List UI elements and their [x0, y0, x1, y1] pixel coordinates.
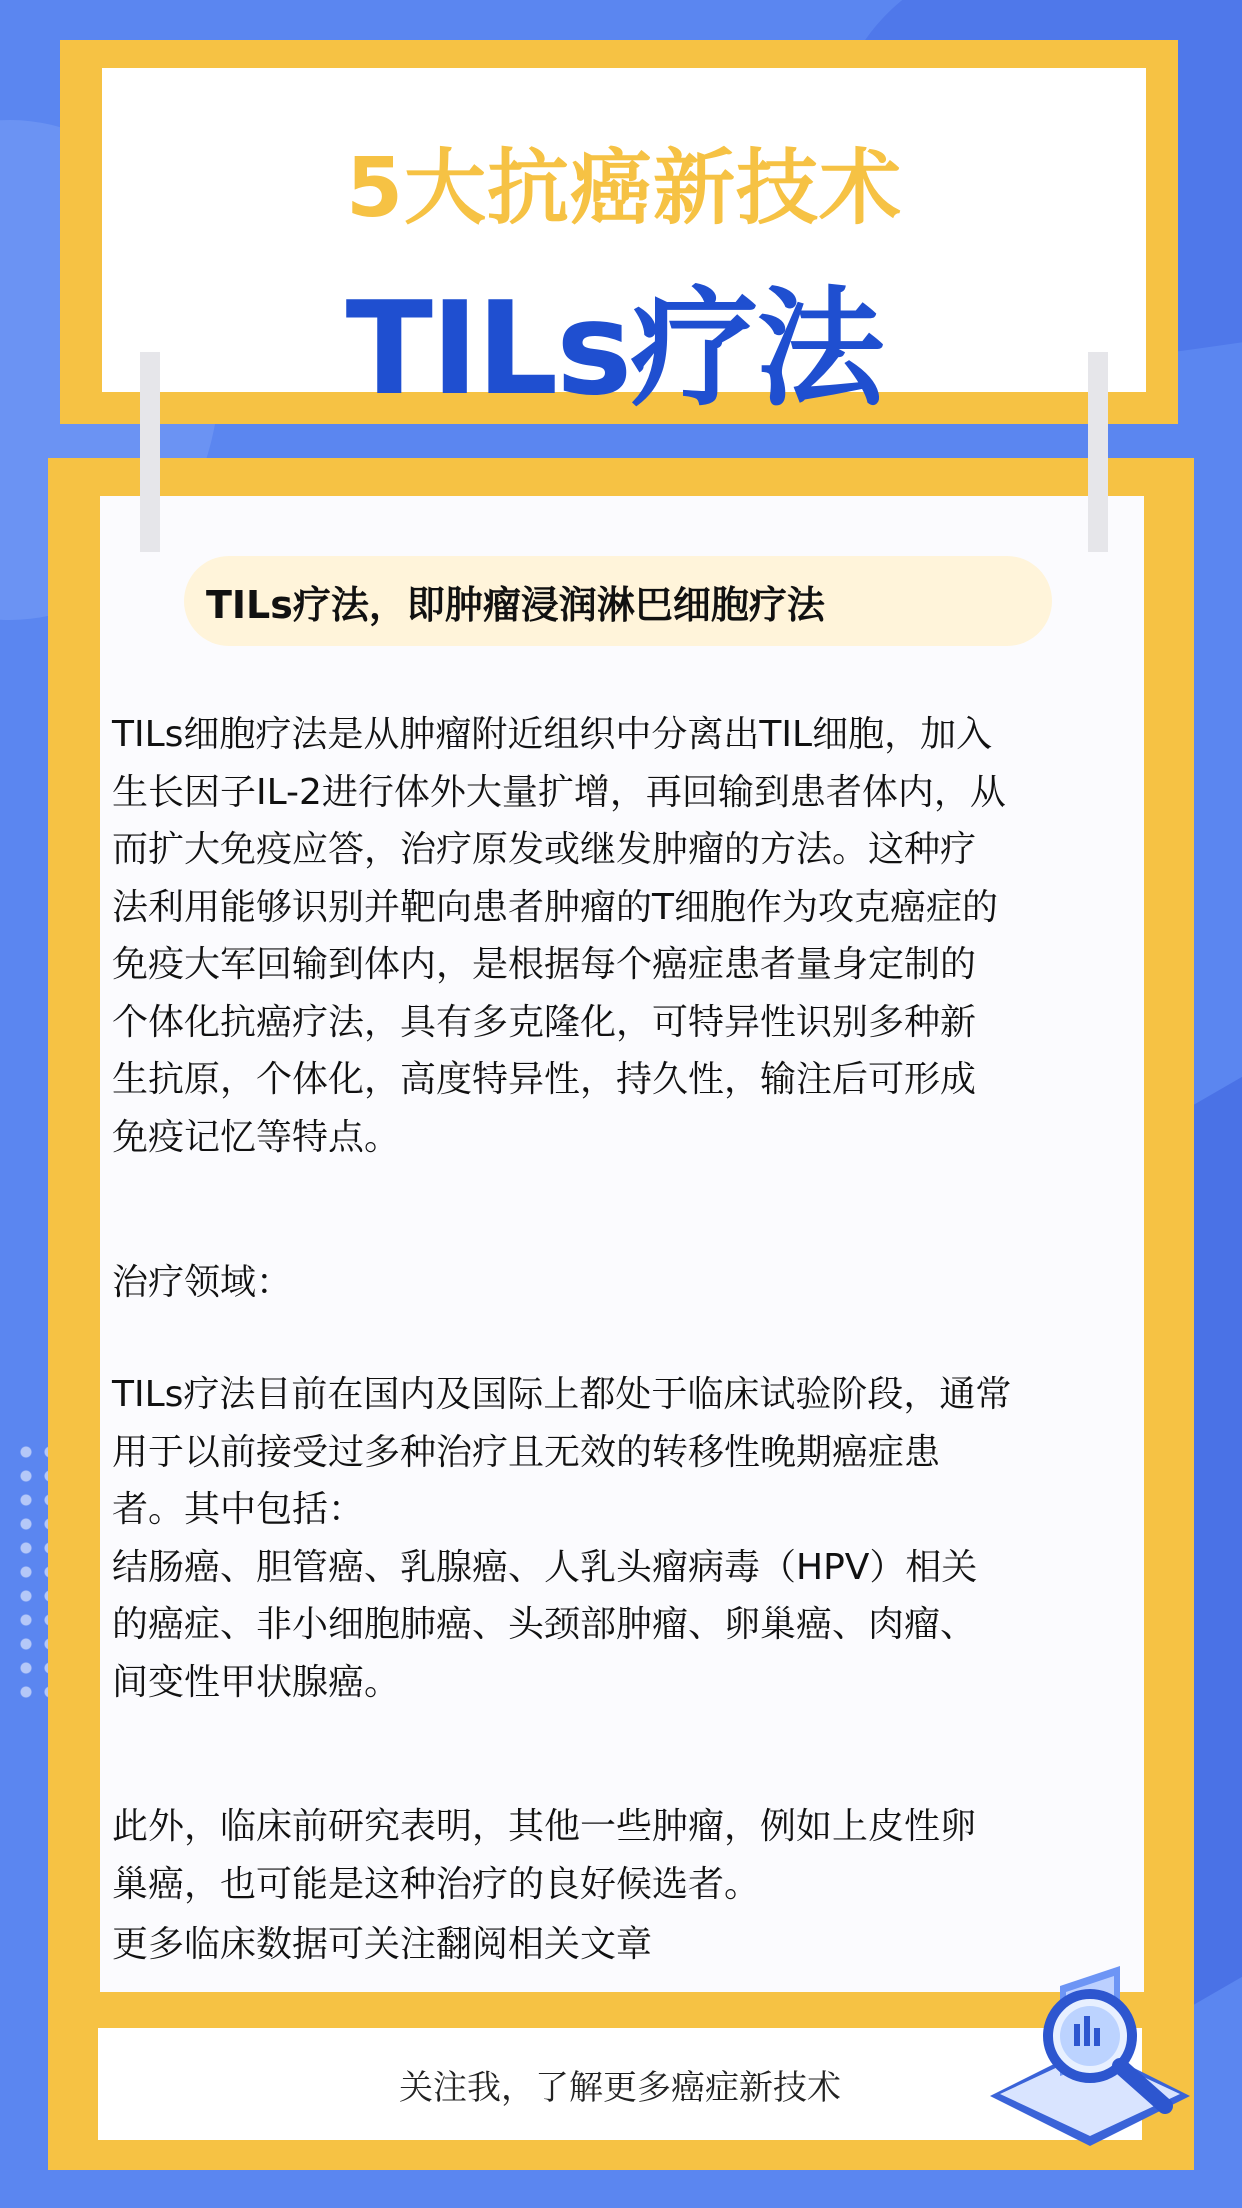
more-data-line: 更多临床数据可关注翻阅相关文章 [112, 1924, 653, 1965]
content-card [48, 458, 1194, 2170]
section-heading-pill [184, 556, 1052, 646]
treatment-area-label: 治疗领域： [112, 1262, 293, 1303]
header-inner [102, 68, 1146, 424]
connector-bar-left [140, 352, 160, 552]
dot-pattern [14, 1440, 50, 1700]
header-card [60, 40, 1178, 424]
connector-bar-right [1088, 352, 1108, 552]
preclinical-paragraph: 此外，临床前研究表明，其他一些肿瘤，例如上皮性卵 巢癌，也可能是这种治疗的良好候选者。 [112, 1806, 977, 1905]
header-title: 5大抗癌新技术 [345, 141, 903, 236]
intro-paragraph: TILs细胞疗法是从肿瘤附近组织中分离出TIL细胞，加入 生长因子IL-2进行体外大量扩增，再回输到患者体内，从 而扩大免疫应答，治疗原发或继发肿瘤的方法。这种疗 法利用能够识别并靶向患者肿瘤的T细胞作为攻克癌症的 免疫大军回输到体内，是根据每个癌症患者量身定制的 个体化抗癌疗法，具有多克隆化，可特异性识别多种新 生抗原，个体化，高度特异性，持久性，输注后可形成 免疫记忆等特点。 [112, 714, 1006, 1158]
content-inner [100, 496, 1144, 1992]
header-subtitle: TILs疗法 [345, 275, 883, 424]
treatment-paragraph: TILs疗法目前在国内及国际上都处于临床试验阶段，通常 用于以前接受过多种治疗且无效的转移性晚期癌症患 者。其中包括： 结肠癌、胆管癌、乳腺癌、人乳头瘤病毒（HPV）相关 的癌症、非小细胞肺癌、头颈部肿瘤、卵巢癌、肉瘤、 间变性甲状腺癌。 [112, 1374, 1012, 1703]
footer-text: 关注我，了解更多癌症新技术 [399, 2068, 841, 2108]
laptop-magnifier-icon [970, 1966, 1200, 2156]
section-heading: TILs疗法，即肿瘤浸润淋巴细胞疗法 [206, 583, 825, 627]
